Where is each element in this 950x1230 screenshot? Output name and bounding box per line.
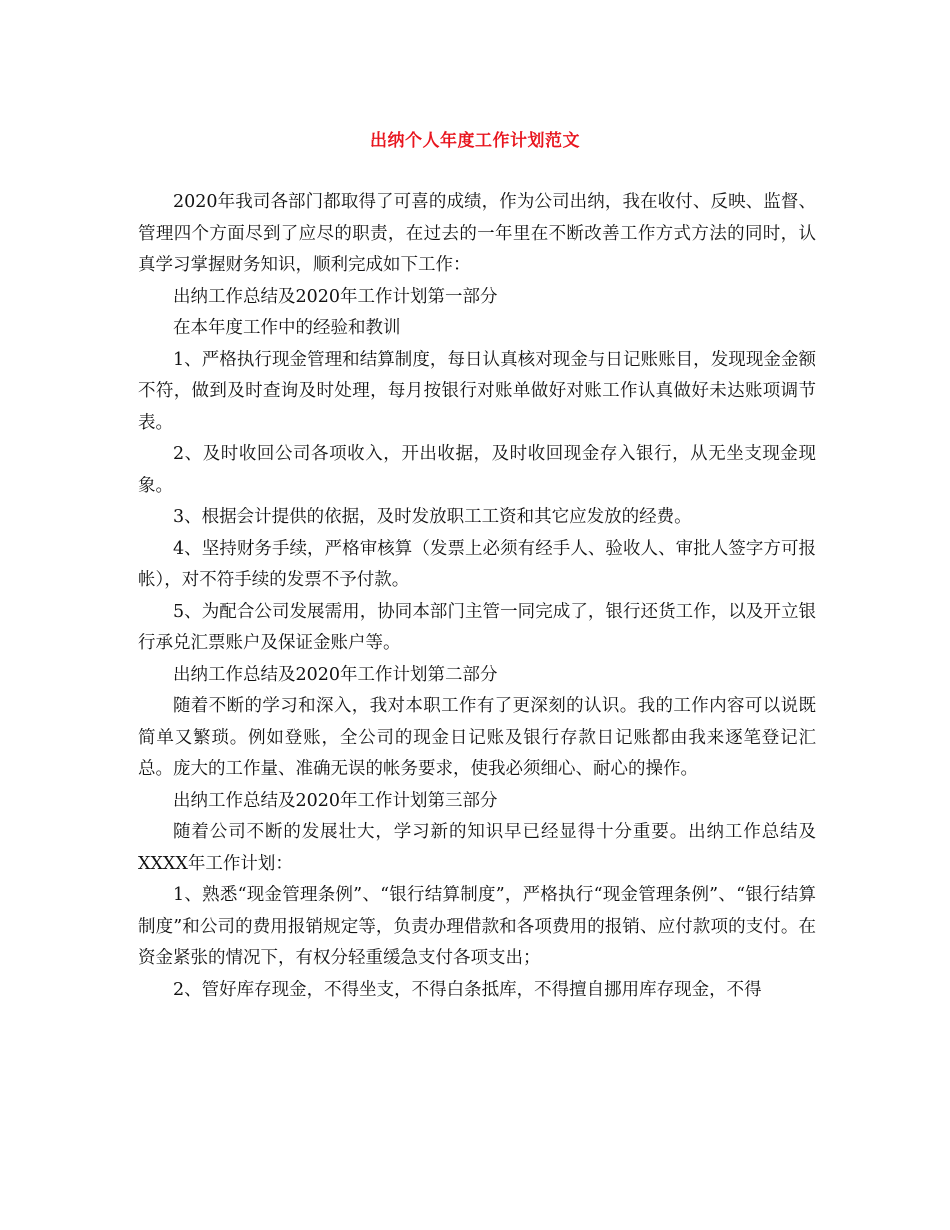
paragraph-plan-1: 1、熟悉“现金管理条例”、“银行结算制度”，严格执行“现金管理条例”、“银行结算制度”和公司的费用报销规定等，负责办理借款和各项费用的报销、应付款项的支付。在资金紧张的情况下，有权分轻重缓急支付各项支出； [138,885,816,968]
paragraph-section-3: 随着公司不断的发展壮大，学习新的知识早已经显得十分重要。出纳工作总结及XXXX年工作计划： [138,822,816,874]
section-heading-2: 出纳工作总结及2020年工作计划第二部分 [173,664,498,685]
subheading-experience: 在本年度工作中的经验和教训 [173,318,401,338]
paragraph-item-2: 2、及时收回公司各项收入，开出收据，及时收回现金存入银行，从无坐支现金现象。 [138,444,816,496]
section-heading-3: 出纳工作总结及2020年工作计划第三部分 [173,790,498,811]
document-title: 出纳个人年度工作计划范文 [370,131,580,151]
paragraph-item-3: 3、根据会计提供的依据，及时发放职工工资和其它应发放的经费。 [173,507,692,527]
paragraph-section-2: 随着不断的学习和深入，我对本职工作有了更深刻的认识。我的工作内容可以说既简单又繁琐。例如登账，全公司的现金日记账及银行存款日记账都由我来逐笔登记汇总。庞大的工作量、准确无误的帐务要求，使我必须细心、耐心的操作。 [138,696,816,779]
paragraph-item-4: 4、坚持财务手续，严格审核算（发票上必须有经手人、验收人、审批人签字方可报帐），对不符手续的发票不予付款。 [138,538,816,590]
document-body [138,187,816,1006]
paragraph-plan-2: 2、管好库存现金，不得坐支，不得白条抵库，不得擅自挪用库存现金，不得 [173,979,762,1000]
paragraph-intro: 2020年我司各部门都取得了可喜的成绩，作为公司出纳，我在收付、反映、监督、管理四个方面尽到了应尽的职责，在过去的一年里在不断改善工作方式方法的同时，认真学习掌握财务知识，顺利完成如下工作： [138,192,816,275]
paragraph-item-1: 1、严格执行现金管理和结算制度，每日认真核对现金与日记账账目，发现现金金额不符，做到及时查询及时处理，每月按银行对账单做好对账工作认真做好未达账项调节表。 [138,349,816,433]
paragraph-item-5: 5、为配合公司发展需用，协同本部门主管一同完成了，银行还货工作，以及开立银行承兑汇票账户及保证金账户等。 [138,601,816,653]
section-heading-1: 出纳工作总结及2020年工作计划第一部分 [173,286,498,307]
